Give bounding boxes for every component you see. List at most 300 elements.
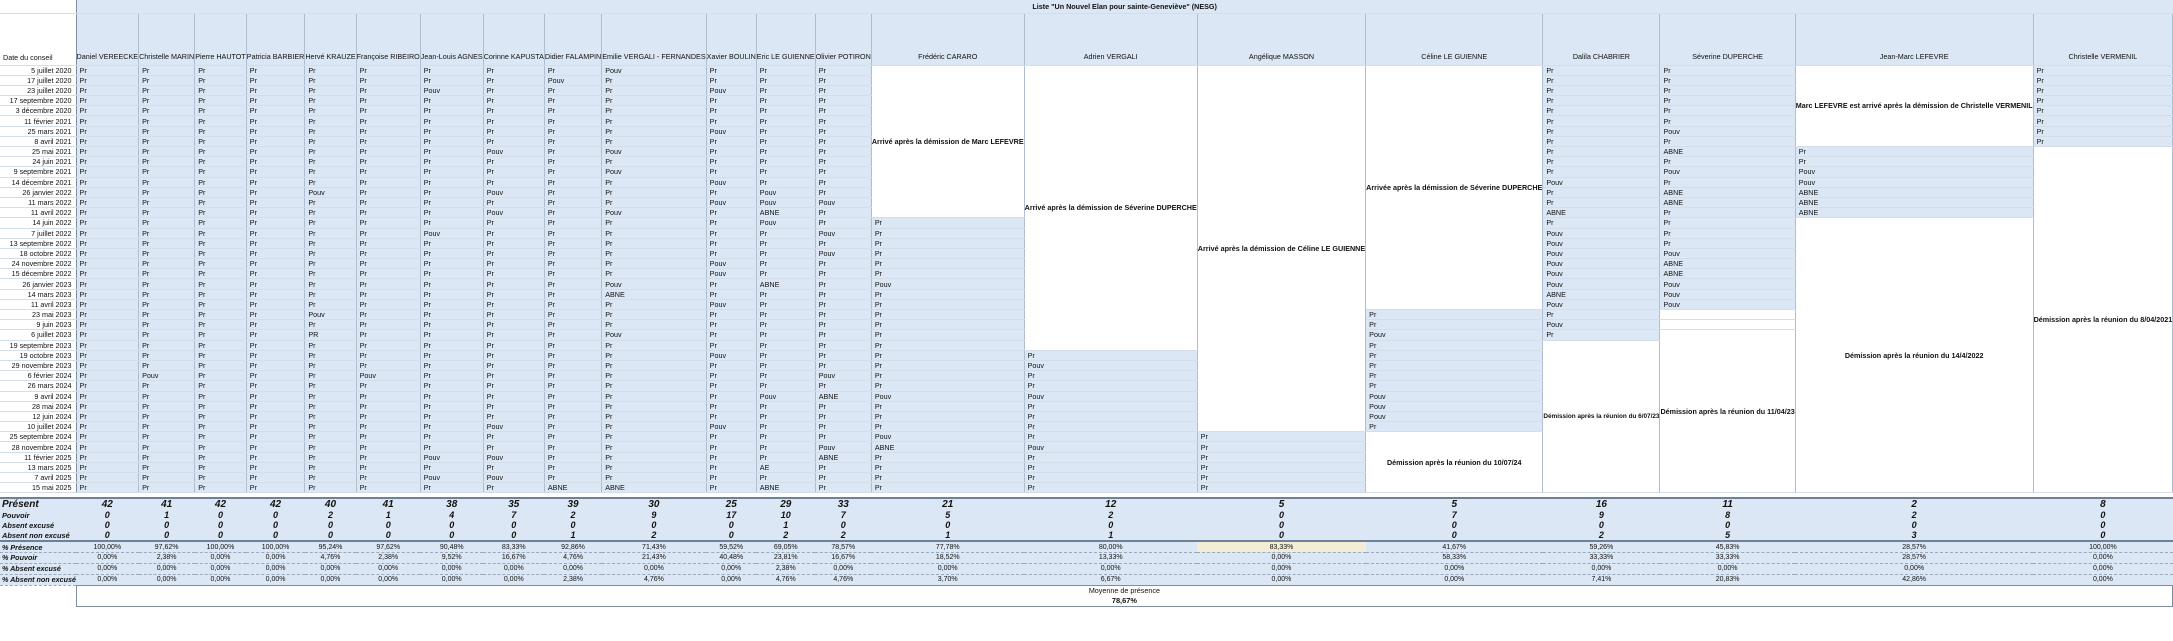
attendance-cell: Pr bbox=[706, 462, 756, 472]
percentage-value: 100,00% bbox=[246, 541, 305, 552]
attendance-cell: Pr bbox=[706, 147, 756, 157]
attendance-cell: Pr bbox=[1543, 96, 1660, 106]
attendance-cell: Pr bbox=[544, 187, 601, 197]
attendance-cell: Pr bbox=[483, 330, 544, 340]
attendance-cell: ABNE bbox=[1795, 208, 2033, 218]
attendance-cell: Pr bbox=[356, 157, 420, 167]
attendance-cell: Pr bbox=[544, 126, 601, 136]
attendance-cell: Pr bbox=[706, 371, 756, 381]
summary-value: 0 bbox=[483, 530, 544, 541]
attendance-cell: Pouv bbox=[706, 197, 756, 207]
attendance-cell: Pr bbox=[871, 299, 1024, 309]
attendance-cell: Pr bbox=[602, 177, 706, 187]
membership-note: Démission après la réunion du 8/04/2021 bbox=[2033, 147, 2173, 493]
attendance-cell: Pr bbox=[246, 310, 305, 320]
attendance-cell: Pr bbox=[706, 65, 756, 75]
attendance-cell: Pr bbox=[483, 177, 544, 187]
attendance-cell: Pr bbox=[139, 96, 195, 106]
attendance-cell: Pr bbox=[76, 116, 139, 126]
summary-value: 0 bbox=[1366, 520, 1543, 530]
attendance-cell: Pr bbox=[1024, 432, 1197, 442]
attendance-cell: Pr bbox=[602, 96, 706, 106]
attendance-cell: Pr bbox=[356, 187, 420, 197]
attendance-cell: Pr bbox=[815, 401, 871, 411]
attendance-cell: Pr bbox=[139, 473, 195, 483]
attendance-cell: Pr bbox=[139, 75, 195, 85]
attendance-cell: Pouv bbox=[420, 473, 483, 483]
attendance-cell: Pr bbox=[420, 340, 483, 350]
attendance-cell: Pr bbox=[420, 208, 483, 218]
attendance-cell: Pouv bbox=[756, 391, 815, 401]
attendance-cell: Pouv bbox=[1024, 391, 1197, 401]
meeting-date: 26 janvier 2022 bbox=[0, 187, 76, 197]
member-header: Jean-Marc LEFEVRE bbox=[1795, 13, 2033, 65]
percentage-value: 4,76% bbox=[602, 574, 706, 585]
membership-note: Arrivé après la démission de Céline LE GUIENNE bbox=[1197, 65, 1365, 432]
attendance-cell: Pr bbox=[483, 269, 544, 279]
attendance-cell: Pr bbox=[815, 350, 871, 360]
percentage-value: 18,52% bbox=[871, 552, 1024, 563]
attendance-cell: Pr bbox=[420, 167, 483, 177]
attendance-cell: Pr bbox=[246, 269, 305, 279]
attendance-cell: Pr bbox=[756, 299, 815, 309]
attendance-cell: Pr bbox=[706, 391, 756, 401]
attendance-cell: Pr bbox=[815, 269, 871, 279]
attendance-cell: Pr bbox=[756, 360, 815, 370]
attendance-cell: Pr bbox=[706, 167, 756, 177]
attendance-cell: Pr bbox=[871, 340, 1024, 350]
attendance-cell: Pr bbox=[1660, 208, 1795, 218]
average-label: Moyenne de présence bbox=[1088, 585, 1160, 595]
attendance-cell: Pr bbox=[544, 360, 601, 370]
attendance-cell: Pr bbox=[139, 218, 195, 228]
member-header: Daniel VEREECKE bbox=[76, 13, 139, 65]
attendance-cell: Pr bbox=[602, 248, 706, 258]
attendance-cell: Pr bbox=[815, 177, 871, 187]
attendance-cell: Pr bbox=[195, 330, 247, 340]
summary-value: 8 bbox=[1660, 510, 1795, 520]
attendance-cell: Pr bbox=[483, 442, 544, 452]
attendance-cell: Pr bbox=[246, 147, 305, 157]
member-header: Jean-Louis AGNES bbox=[420, 13, 483, 65]
attendance-cell: Pr bbox=[195, 371, 247, 381]
attendance-cell: Pr bbox=[139, 248, 195, 258]
percentage-value: 0,00% bbox=[420, 563, 483, 574]
attendance-cell: Pr bbox=[544, 248, 601, 258]
attendance-cell: Pr bbox=[195, 136, 247, 146]
meeting-date: 11 février 2021 bbox=[0, 116, 76, 126]
attendance-cell: Pr bbox=[76, 136, 139, 146]
percentage-value: 0,00% bbox=[139, 563, 195, 574]
attendance-cell: Pr bbox=[756, 320, 815, 330]
attendance-cell: Pr bbox=[139, 259, 195, 269]
attendance-cell: Pr bbox=[483, 462, 544, 472]
attendance-cell: Pr bbox=[483, 310, 544, 320]
percentage-value: 0,00% bbox=[815, 563, 871, 574]
attendance-cell: Pr bbox=[139, 452, 195, 462]
attendance-cell: Pr bbox=[2033, 65, 2173, 75]
attendance-cell: Pr bbox=[76, 218, 139, 228]
attendance-cell: Pr bbox=[1543, 85, 1660, 95]
attendance-cell: Pr bbox=[246, 65, 305, 75]
summary-value: 12 bbox=[1024, 498, 1197, 510]
attendance-cell: Pr bbox=[602, 197, 706, 207]
summary-value: 0 bbox=[356, 530, 420, 541]
attendance-cell: Pr bbox=[1543, 75, 1660, 85]
attendance-cell: Pr bbox=[305, 259, 356, 269]
attendance-cell: Pouv bbox=[1660, 299, 1795, 309]
attendance-cell: Pr bbox=[871, 350, 1024, 360]
attendance-cell: Pr bbox=[246, 401, 305, 411]
attendance-cell: Pr bbox=[544, 116, 601, 126]
meeting-date: 26 janvier 2023 bbox=[0, 279, 76, 289]
attendance-cell: Pouv bbox=[305, 310, 356, 320]
attendance-cell: Pouv bbox=[1366, 330, 1543, 340]
summary-value: 0 bbox=[1024, 520, 1197, 530]
attendance-cell: Pr bbox=[706, 442, 756, 452]
corner-cell bbox=[0, 0, 76, 13]
attendance-cell: Pr bbox=[139, 299, 195, 309]
attendance-cell: Pr bbox=[195, 360, 247, 370]
attendance-cell: Pr bbox=[246, 197, 305, 207]
attendance-cell: Pr bbox=[544, 238, 601, 248]
attendance-cell: Pr bbox=[76, 167, 139, 177]
attendance-cell: Pr bbox=[420, 248, 483, 258]
attendance-cell: Pr bbox=[139, 167, 195, 177]
attendance-cell: Pr bbox=[544, 218, 601, 228]
attendance-cell: Pr bbox=[706, 218, 756, 228]
percentage-value: 0,00% bbox=[1197, 574, 1365, 585]
attendance-cell: Pr bbox=[756, 411, 815, 421]
attendance-cell: ABNE bbox=[1660, 259, 1795, 269]
attendance-cell: Pr bbox=[756, 65, 815, 75]
summary-value: 29 bbox=[756, 498, 815, 510]
attendance-cell: Pr bbox=[195, 238, 247, 248]
attendance-cell: Pr bbox=[420, 483, 483, 493]
attendance-cell: Pr bbox=[76, 350, 139, 360]
attendance-cell: Pr bbox=[1366, 350, 1543, 360]
percentage-label: % Présence bbox=[0, 541, 76, 552]
attendance-cell: Pr bbox=[139, 330, 195, 340]
summary-value: 9 bbox=[602, 510, 706, 520]
membership-note: Arrivée après la démission de Séverine DUPERCHE bbox=[1366, 65, 1543, 310]
attendance-cell: Pr bbox=[756, 452, 815, 462]
attendance-cell: Pr bbox=[76, 177, 139, 187]
summary-value: 0 bbox=[2033, 510, 2173, 520]
attendance-cell: Pr bbox=[420, 371, 483, 381]
percentage-value: 95,24% bbox=[305, 541, 356, 552]
attendance-cell: Pr bbox=[76, 483, 139, 493]
percentage-value: 0,00% bbox=[2033, 574, 2173, 585]
summary-value: 5 bbox=[1660, 530, 1795, 541]
attendance-cell: Pr bbox=[815, 330, 871, 340]
attendance-cell: Pr bbox=[1795, 147, 2033, 157]
attendance-cell: Pr bbox=[815, 208, 871, 218]
meeting-date: 24 juin 2021 bbox=[0, 157, 76, 167]
percentage-value: 16,67% bbox=[815, 552, 871, 563]
attendance-cell: Pr bbox=[420, 238, 483, 248]
attendance-cell: Pr bbox=[195, 432, 247, 442]
attendance-cell: Pr bbox=[756, 85, 815, 95]
summary-value: 0 bbox=[356, 520, 420, 530]
attendance-cell: Pr bbox=[195, 411, 247, 421]
membership-note: Démission après la réunion du 14/4/2022 bbox=[1795, 218, 2033, 493]
attendance-cell: Pr bbox=[246, 320, 305, 330]
attendance-cell: Pr bbox=[483, 197, 544, 207]
summary-value: 0 bbox=[2033, 520, 2173, 530]
attendance-cell: Pr bbox=[483, 157, 544, 167]
attendance-cell: Pr bbox=[602, 473, 706, 483]
attendance-cell: Pr bbox=[544, 96, 601, 106]
attendance-cell: Pr bbox=[483, 126, 544, 136]
attendance-cell: Pr bbox=[756, 330, 815, 340]
attendance-cell: Pouv bbox=[356, 371, 420, 381]
percentage-value: 0,00% bbox=[139, 574, 195, 585]
attendance-cell: Pr bbox=[420, 360, 483, 370]
attendance-cell: Pr bbox=[246, 208, 305, 218]
attendance-cell: Pr bbox=[195, 65, 247, 75]
attendance-cell: Pouv bbox=[1660, 289, 1795, 299]
attendance-cell: Pouv bbox=[602, 167, 706, 177]
summary-value: 38 bbox=[420, 498, 483, 510]
member-header: Olivier POTIRON bbox=[815, 13, 871, 65]
summary-value: 41 bbox=[139, 498, 195, 510]
attendance-cell: Pr bbox=[544, 432, 601, 442]
summary-value: 2 bbox=[1024, 510, 1197, 520]
attendance-cell: Pr bbox=[420, 75, 483, 85]
member-header: Céline LE GUIENNE bbox=[1366, 13, 1543, 65]
attendance-cell: Pr bbox=[76, 208, 139, 218]
attendance-cell: Pr bbox=[76, 279, 139, 289]
percentage-value: 0,00% bbox=[1660, 563, 1795, 574]
attendance-cell: Pr bbox=[1197, 432, 1365, 442]
meeting-date: 13 septembre 2022 bbox=[0, 238, 76, 248]
attendance-cell: Pr bbox=[544, 136, 601, 146]
attendance-cell: Pr bbox=[356, 208, 420, 218]
summary-label: Pouvoir bbox=[0, 510, 76, 520]
attendance-cell: Pr bbox=[815, 422, 871, 432]
attendance-cell: Pr bbox=[195, 483, 247, 493]
attendance-cell: ABNE bbox=[756, 208, 815, 218]
attendance-cell: Pr bbox=[195, 310, 247, 320]
attendance-cell: Pouv bbox=[1660, 167, 1795, 177]
attendance-cell: Pr bbox=[420, 157, 483, 167]
percentage-value: 0,00% bbox=[706, 563, 756, 574]
attendance-cell: Pr bbox=[544, 106, 601, 116]
percentage-value: 0,00% bbox=[246, 552, 305, 563]
attendance-cell: Pr bbox=[305, 462, 356, 472]
attendance-cell: Pr bbox=[1660, 228, 1795, 238]
attendance-cell: Pr bbox=[483, 411, 544, 421]
attendance-cell: Pr bbox=[246, 157, 305, 167]
attendance-cell: Pr bbox=[305, 411, 356, 421]
attendance-cell: Pr bbox=[195, 228, 247, 238]
attendance-cell: Pr bbox=[76, 320, 139, 330]
attendance-cell: Pouv bbox=[815, 197, 871, 207]
member-header: Angélique MASSON bbox=[1197, 13, 1365, 65]
attendance-cell: Pr bbox=[602, 320, 706, 330]
attendance-cell: Pr bbox=[1197, 473, 1365, 483]
attendance-cell: Pr bbox=[483, 483, 544, 493]
attendance-cell: Pr bbox=[305, 85, 356, 95]
attendance-cell: Pr bbox=[305, 381, 356, 391]
attendance-cell: Pr bbox=[305, 96, 356, 106]
percentage-row bbox=[0, 563, 2173, 574]
meeting-date: 17 juillet 2020 bbox=[0, 75, 76, 85]
attendance-cell: Pr bbox=[544, 279, 601, 289]
attendance-cell: Pr bbox=[76, 432, 139, 442]
summary-value: 7 bbox=[483, 510, 544, 520]
attendance-cell: Pouv bbox=[602, 65, 706, 75]
attendance-cell: Pr bbox=[871, 289, 1024, 299]
percentage-value: 100,00% bbox=[76, 541, 139, 552]
summary-value: 2 bbox=[305, 510, 356, 520]
attendance-cell: Pr bbox=[76, 462, 139, 472]
attendance-cell: Pr bbox=[356, 96, 420, 106]
attendance-cell: Pr bbox=[544, 65, 601, 75]
attendance-cell: Pouv bbox=[1543, 238, 1660, 248]
attendance-cell: Pouv bbox=[139, 371, 195, 381]
percentage-value: 2,38% bbox=[139, 552, 195, 563]
attendance-cell: Pr bbox=[420, 218, 483, 228]
meeting-date: 14 décembre 2021 bbox=[0, 177, 76, 187]
attendance-cell: Pr bbox=[871, 360, 1024, 370]
attendance-cell: Pr bbox=[756, 371, 815, 381]
attendance-cell: Pr bbox=[246, 360, 305, 370]
summary-value: 0 bbox=[76, 530, 139, 541]
attendance-cell: Pr bbox=[76, 442, 139, 452]
attendance-cell: Pr bbox=[139, 360, 195, 370]
percentage-value: 0,00% bbox=[195, 574, 247, 585]
attendance-cell: Pr bbox=[195, 96, 247, 106]
member-header: Pierre HAUTOT bbox=[195, 13, 247, 65]
attendance-cell: Pr bbox=[305, 483, 356, 493]
percentage-value: 0,00% bbox=[1197, 563, 1365, 574]
attendance-cell: Pr bbox=[139, 228, 195, 238]
attendance-cell: Pouv bbox=[420, 85, 483, 95]
attendance-cell: Pr bbox=[756, 432, 815, 442]
attendance-cell: Pr bbox=[1543, 218, 1660, 228]
attendance-cell: Pr bbox=[195, 391, 247, 401]
attendance-cell: Pr bbox=[305, 167, 356, 177]
summary-value: 0 bbox=[76, 520, 139, 530]
attendance-cell: Pouv bbox=[420, 452, 483, 462]
attendance-cell: Pr bbox=[1660, 75, 1795, 85]
attendance-cell: Pr bbox=[305, 269, 356, 279]
attendance-cell: Pr bbox=[815, 279, 871, 289]
attendance-cell: Pr bbox=[246, 483, 305, 493]
attendance-cell: Pr bbox=[756, 106, 815, 116]
attendance-cell: Pr bbox=[305, 279, 356, 289]
meeting-date: 23 mai 2023 bbox=[0, 310, 76, 320]
attendance-cell: Pr bbox=[420, 106, 483, 116]
attendance-cell: Pr bbox=[706, 401, 756, 411]
attendance-cell: Pr bbox=[139, 65, 195, 75]
attendance-cell: Pr bbox=[76, 391, 139, 401]
attendance-cell: Pr bbox=[420, 197, 483, 207]
attendance-cell: Pr bbox=[815, 411, 871, 421]
attendance-cell: Pr bbox=[544, 411, 601, 421]
attendance-cell: Pr bbox=[815, 320, 871, 330]
percentage-value: 0,00% bbox=[356, 563, 420, 574]
attendance-cell: Pr bbox=[756, 136, 815, 146]
membership-note: Démission après la réunion du 6/07/23 bbox=[1543, 340, 1660, 493]
attendance-cell: Pr bbox=[420, 147, 483, 157]
percentage-value: 4,76% bbox=[756, 574, 815, 585]
attendance-cell: Pr bbox=[871, 483, 1024, 493]
attendance-cell: Pr bbox=[195, 157, 247, 167]
attendance-cell: Pr bbox=[139, 350, 195, 360]
attendance-cell: Pouv bbox=[1660, 126, 1795, 136]
meeting-date: 28 novembre 2024 bbox=[0, 442, 76, 452]
attendance-cell: Pr bbox=[1366, 422, 1543, 432]
percentage-value: 9,52% bbox=[420, 552, 483, 563]
attendance-cell: Pr bbox=[756, 289, 815, 299]
percentage-value: 0,00% bbox=[195, 563, 247, 574]
member-header: Christelle VERMENIL bbox=[2033, 13, 2173, 65]
attendance-cell: Pr bbox=[420, 381, 483, 391]
attendance-cell: Pr bbox=[602, 310, 706, 320]
percentage-label: % Pouvoir bbox=[0, 552, 76, 563]
attendance-cell: Pr bbox=[544, 197, 601, 207]
meeting-date: 11 avril 2022 bbox=[0, 208, 76, 218]
summary-row bbox=[0, 520, 2173, 530]
attendance-cell: Pr bbox=[756, 126, 815, 136]
attendance-cell: Pr bbox=[602, 238, 706, 248]
attendance-cell: Pr bbox=[1543, 187, 1660, 197]
attendance-cell: Pr bbox=[602, 259, 706, 269]
attendance-cell: ABNE bbox=[602, 483, 706, 493]
attendance-cell: Pr bbox=[706, 136, 756, 146]
attendance-cell: Pr bbox=[871, 238, 1024, 248]
attendance-cell: Pr bbox=[483, 248, 544, 258]
attendance-cell: Pr bbox=[305, 147, 356, 157]
summary-value: 0 bbox=[2033, 530, 2173, 541]
attendance-cell: Pr bbox=[544, 442, 601, 452]
attendance-cell: Pr bbox=[544, 289, 601, 299]
attendance-cell: Pr bbox=[420, 411, 483, 421]
attendance-cell: Pr bbox=[420, 126, 483, 136]
percentage-value: 45,83% bbox=[1660, 541, 1795, 552]
attendance-cell: Pr bbox=[756, 442, 815, 452]
attendance-cell: Pouv bbox=[1543, 279, 1660, 289]
attendance-cell: Pr bbox=[756, 401, 815, 411]
attendance-cell: Pr bbox=[1660, 177, 1795, 187]
attendance-cell: ABNE bbox=[871, 442, 1024, 452]
attendance-cell: Pr bbox=[602, 136, 706, 146]
attendance-cell: Pouv bbox=[871, 279, 1024, 289]
summary-value: 0 bbox=[1795, 520, 2033, 530]
attendance-cell: Pr bbox=[815, 157, 871, 167]
attendance-cell: Pr bbox=[195, 177, 247, 187]
summary-value: 1 bbox=[356, 510, 420, 520]
attendance-cell: Pr bbox=[420, 432, 483, 442]
attendance-cell: Pr bbox=[195, 106, 247, 116]
attendance-cell bbox=[1660, 320, 1795, 330]
attendance-cell: Pr bbox=[1024, 411, 1197, 421]
attendance-cell: Pr bbox=[756, 75, 815, 85]
attendance-cell: Pr bbox=[1543, 136, 1660, 146]
attendance-cell: Pr bbox=[1660, 136, 1795, 146]
attendance-cell: Pr bbox=[706, 187, 756, 197]
meeting-date: 24 novembre 2022 bbox=[0, 259, 76, 269]
attendance-cell: Pr bbox=[305, 65, 356, 75]
attendance-cell: Pr bbox=[483, 96, 544, 106]
attendance-cell: Pr bbox=[602, 360, 706, 370]
summary-value: 5 bbox=[871, 510, 1024, 520]
attendance-cell: Pr bbox=[76, 106, 139, 116]
attendance-cell: Pr bbox=[602, 106, 706, 116]
